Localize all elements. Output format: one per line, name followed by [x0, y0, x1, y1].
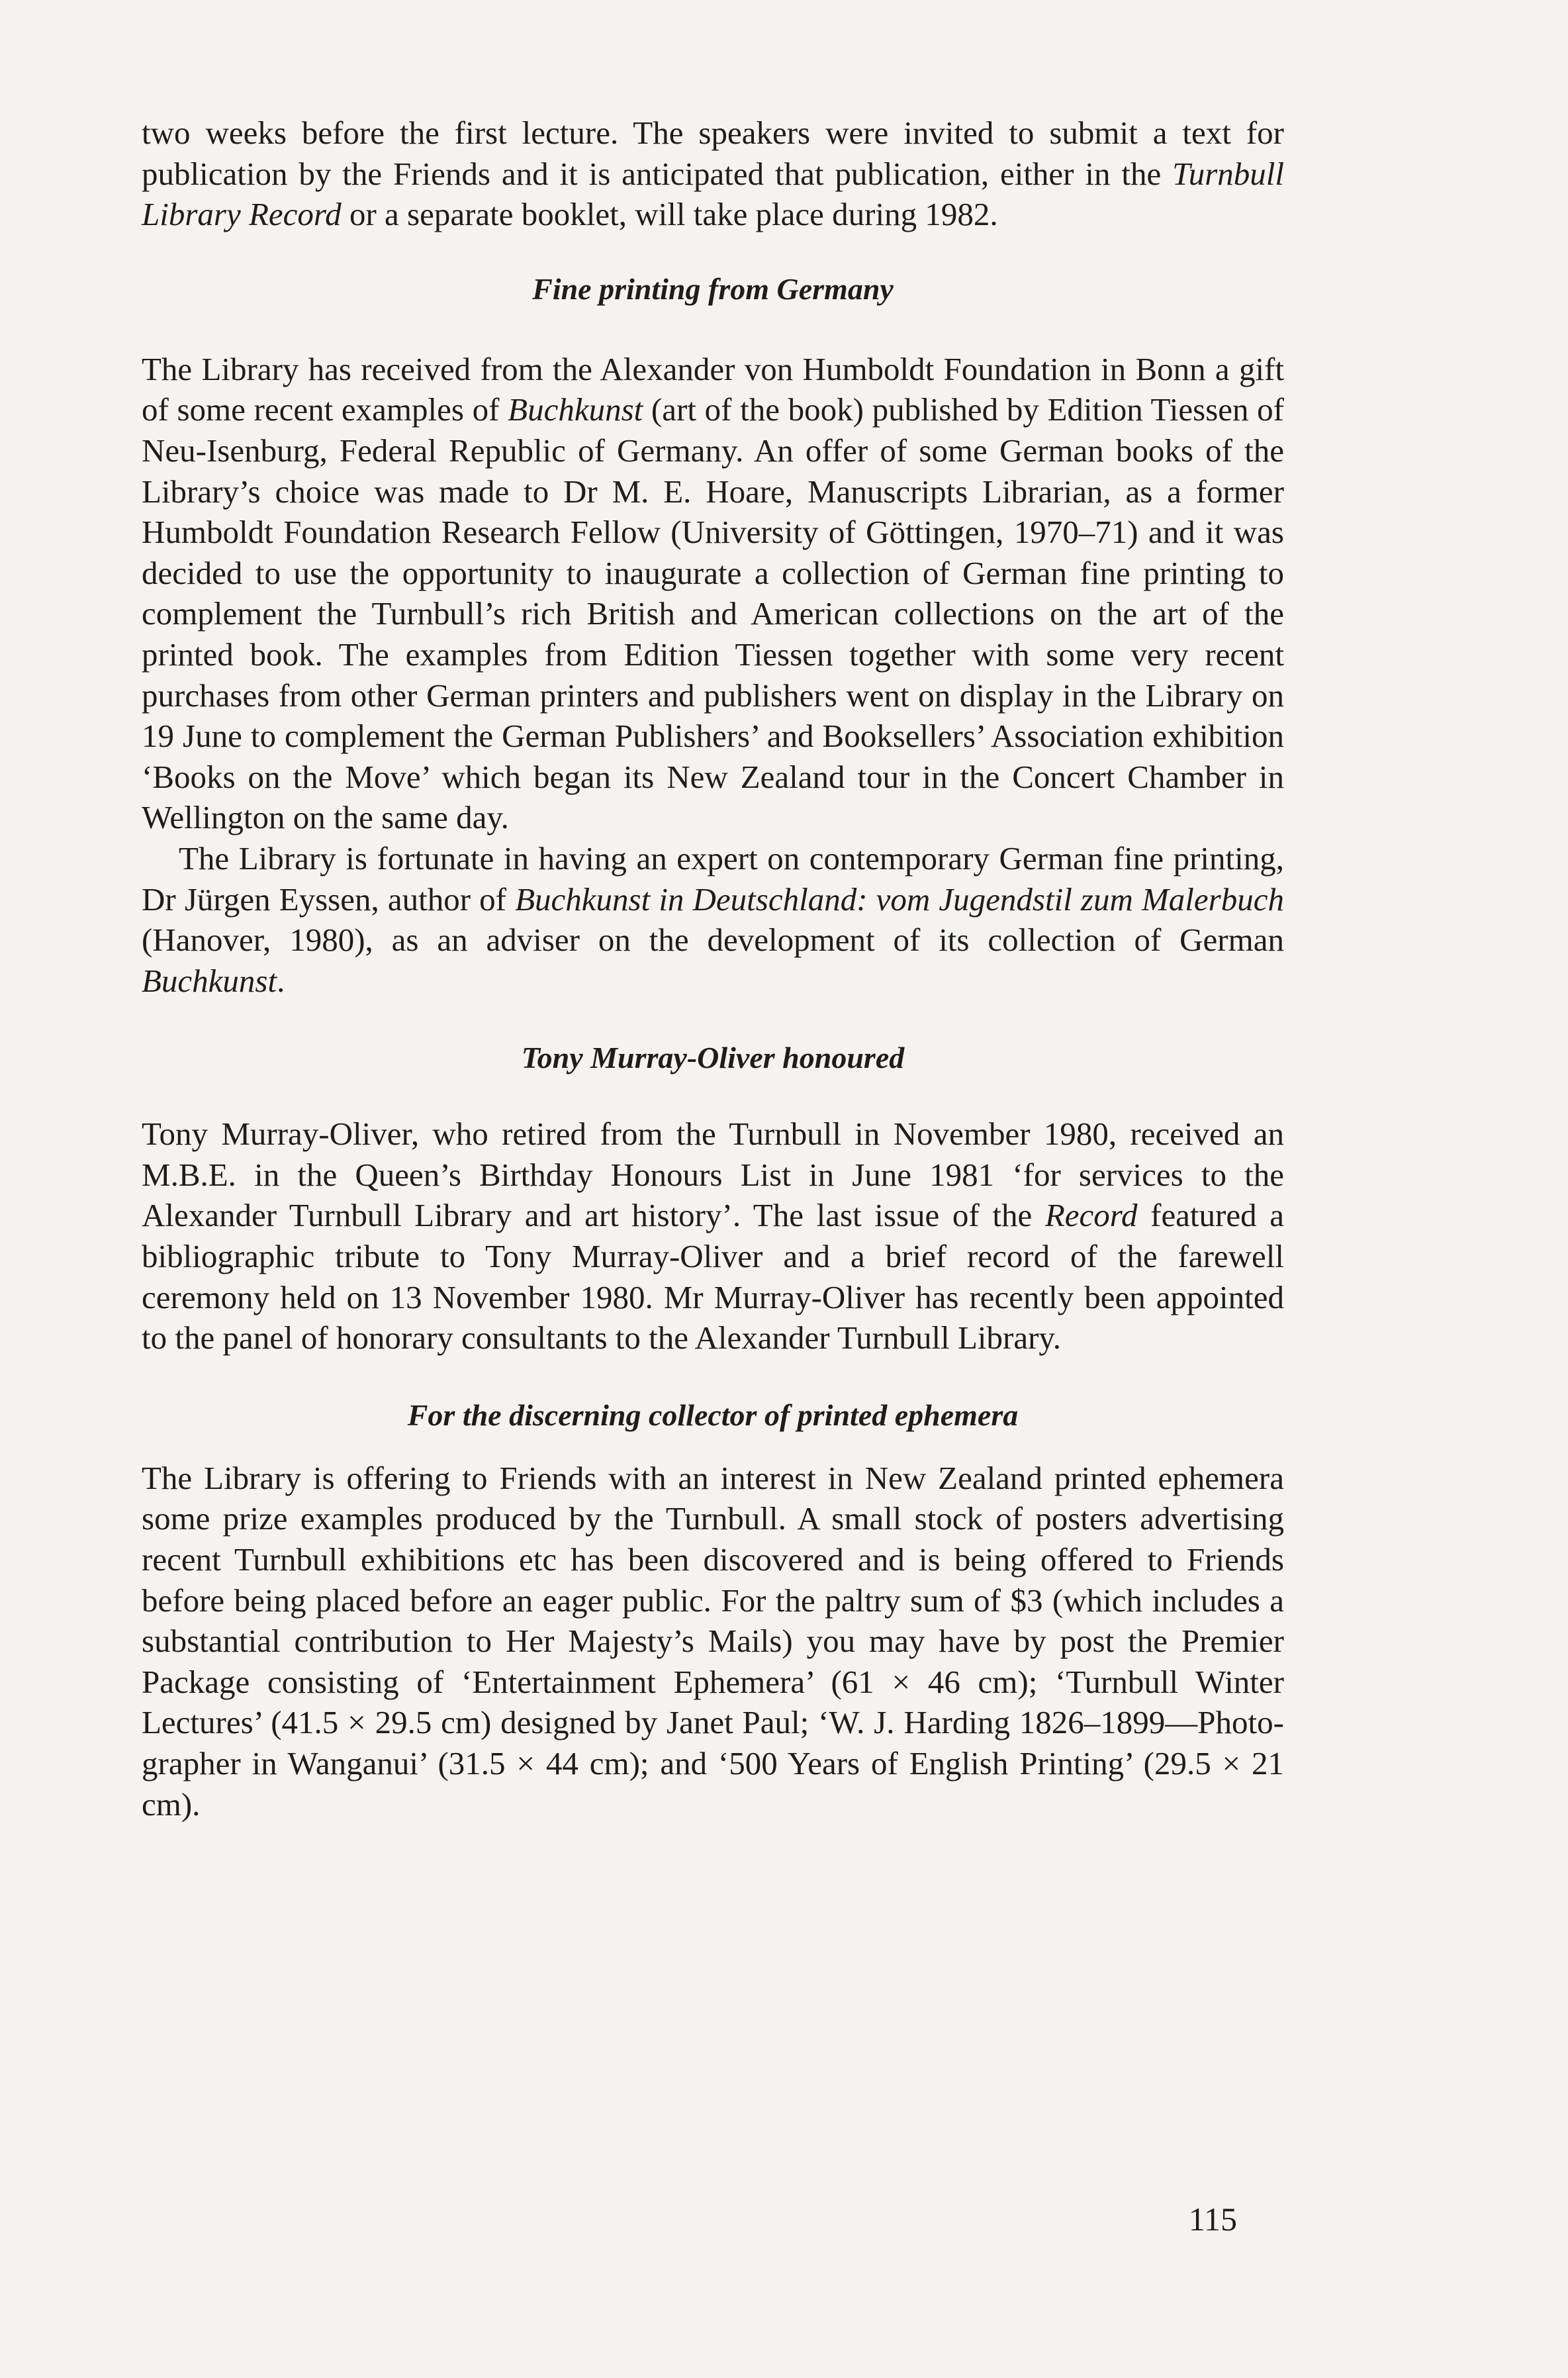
- intro-paragraph: two weeks before the first lecture. The speakers were invited to submit a text for publication by the Friends and it is anticipated that publication, either in the Turnbull Library Record or a separate booklet, will take place during 1982.: [142, 115, 1284, 233]
- fine-printing-paragraph-2: The Library is fortunate in having an expert on contemporary German fine printing, Dr Jürgen Eyssen, author of Buchkunst in Deutschland: vom Jugendstil zum Malerbuch (Hanover, 1980), as an adviser on the development of its collection of German Buchkunst.: [142, 839, 1284, 999]
- fine-printing-paragraph-1: The Library has received from the Alexander von Humboldt Foundation in Bonn a gift of some recent examples of Buchkunst (art of the book) published by Edition Tiessen of Neu-Isenburg, Federal Republic of Germany. An offer of some German books of the Library’s choice was made to Dr M. E. Hoare, Manuscripts Librarian, as a former Humboldt Foundation Research Fellow (University of Göttingen, 1970–71) and it was decided to use the opportunity to inaugurate a collection of German fine printing to complement the Turnbull’s rich British and American collections on the art of the printed book. The examples from Edition Tiessen together with some very recent purchases from other German printers and publishers went on display in the Library on 19 June to complement the German Publishers’ and Booksellers’ Association exhibition ‘Books on the Move’ which began its New Zealand tour in the Concert Chamber in Wellington on the same day.: [142, 350, 1284, 836]
- page-body: [142, 113, 1284, 1825]
- ephemera-paragraph: The Library is offering to Friends with an interest in New Zealand printed ephemera some prize examples produced by the Turnbull. A small stock of posters advertising recent Turnbull exhibitions etc has been discovered and is being offered to Friends before being placed before an eager public. For the paltry sum of $3 (which includes a substantial contribution to Her Majesty’s Mails) you may have by post the Premier Package consisting of ‘Entertainment Ephemera’ (61 × 46 cm); ‘Turnbull Winter Lectures’ (41.5 × 29.5 cm) designed by Janet Paul; ‘W. J. Harding 1826–1899—Photographer in Wanganui’ (31.5 × 44 cm); and ‘500 Years of English Printing’ (29.5 × 21 cm).: [142, 1459, 1284, 1823]
- heading-ephemera: For the discerning collector of printed ephemera: [407, 1398, 1019, 1432]
- heading-murray-oliver: Tony Murray-Oliver honoured: [521, 1041, 905, 1075]
- record-title: Turnbull Library Record: [142, 155, 1284, 233]
- heading-fine-printing: Fine printing from Germany: [532, 271, 894, 306]
- murray-oliver-paragraph: Tony Murray-Oliver, who retired from the Turnbull in November 1980, received an M.B.E. in the Queen’s Birthday Honours List in June 1981 ‘for services to the Alexander Turnbull Library and art history’. The last issue of the Record featured a bibliographic tribute to Tony Murray-Oliver and a brief record of the farewell ceremony held on 13 November 1980. Mr Murray-Oliver has recently been appointed to the panel of honorary consultants to the Alexander Turnbull Library.: [142, 1116, 1284, 1356]
- page-number: 115: [1188, 2201, 1237, 2238]
